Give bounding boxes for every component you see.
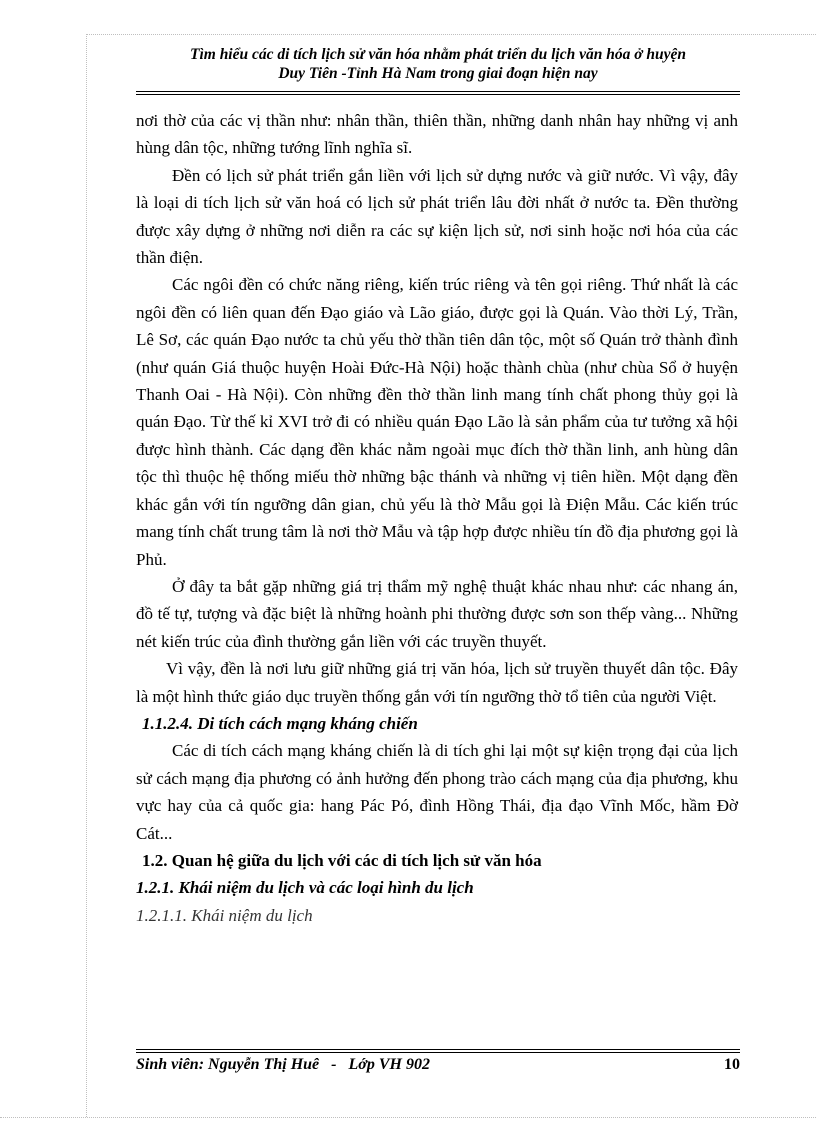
section-heading-1-2-1: 1.2.1. Khái niệm du lịch và các loại hình du lịch xyxy=(136,878,474,898)
paragraph-2: Đền có lịch sử phát triển gắn liền với lịch sử dựng nước và giữ nước. Vì vậy, đây là loại di tích lịch sử văn hoá có lịch sử phát triển lâu đời nhất ở nước ta. Đền thường được xây dựng ở những nơi diễn ra các sự kiện lịch sử, nơi sinh hoặc nơi hóa của các thần điện. xyxy=(136,165,738,268)
footer-rule xyxy=(136,1049,740,1053)
paragraph-4: Ở đây ta bắt gặp những giá trị thẩm mỹ nghệ thuật khác nhau như: các nhang án, đồ tế tự, tượng và đặc biệt là những hoành phi thường được sơn son thếp vàng... Những nét kiến trúc của đình thường gắn liền với các truyền thuyết. xyxy=(136,576,738,651)
header-line-2: Duy Tiên -Tỉnh Hà Nam trong giai đoạn hiện nay xyxy=(278,65,598,82)
page-border-bottom xyxy=(0,1117,816,1118)
page-number: 10 xyxy=(724,1056,740,1073)
section-heading-1-2: 1.2. Quan hệ giữa du lịch với các di tích lịch sử văn hóa xyxy=(142,850,542,870)
footer-student-info: Sinh viên: Nguyễn Thị Huê - Lớp VH 902 xyxy=(136,1056,430,1073)
paragraph-3: Các ngôi đền có chức năng riêng, kiến trúc riêng và tên gọi riêng. Thứ nhất là các ngôi đền có liên quan đến Đạo giáo và Lão giáo, được gọi là Quán. Vào thời Lý, Trần, Lê Sơ, các quán Đạo nước ta chủ yếu thờ thần tiên dân tộc, một số Quán trở thành đình (như quán Giá thuộc huyện Hoài Đức-Hà Nội) hoặc thành chùa (như chùa Sổ ở huyện Thanh Oai - Hà Nội). Còn những đền thờ thần linh mang tính chất phong thủy gọi là quán Đạo. Từ thế kỉ XVI trở đi có nhiều quán Đạo Lão là sản phẩm của tư tưởng xã hội được hình thành. Các dạng đền khác nằm ngoài mục đích thờ thần linh, anh hùng dân tộc thì thuộc hệ thống miếu thờ những bậc thánh và những vị tiên hiền. Một dạng đền khác gắn với tín ngưỡng dân gian, chủ yếu là thờ Mẫu gọi là Điện Mẫu. Các kiến trúc mang tính chất trung tâm là nơi thờ Mẫu và tập hợp được nhiều tín đồ địa phương gọi là Phủ. xyxy=(136,275,738,569)
page-border-top xyxy=(86,34,816,35)
section-heading-1-1-2-4: 1.1.2.4. Di tích cách mạng kháng chiến xyxy=(142,713,418,733)
page-border-left xyxy=(86,34,87,1117)
paragraph-6: Các di tích cách mạng kháng chiến là di tích ghi lại một sự kiện trọng đại của lịch sử cách mạng địa phương có ảnh hưởng đến phong trào cách mạng của địa phương, khu vực hay của cả quốc gia: hang Pác Pó, đình Hồng Thái, địa đạo Vĩnh Mốc, hầm Đờ Cát... xyxy=(136,741,738,843)
section-heading-1-2-1-1: 1.2.1.1. Khái niệm du lịch xyxy=(136,905,313,925)
paragraph-5: Vì vậy, đền là nơi lưu giữ những giá trị văn hóa, lịch sử truyền thuyết dân tộc. Đây là một hình thức giáo dục truyền thống gắn với tín ngưỡng thờ tổ tiên của người Việt. xyxy=(136,659,738,706)
page-content xyxy=(136,107,738,929)
paragraph-1: nơi thờ của các vị thần như: nhân thần, thiên thần, những danh nhân hay những vị anh hùng dân tộc, những tướng lĩnh nghĩa sĩ. xyxy=(136,111,738,158)
header-rule xyxy=(136,91,740,95)
header-line-1: Tìm hiểu các di tích lịch sử văn hóa nhằm phát triển du lịch văn hóa ở huyện xyxy=(189,46,687,63)
running-header xyxy=(136,45,740,83)
